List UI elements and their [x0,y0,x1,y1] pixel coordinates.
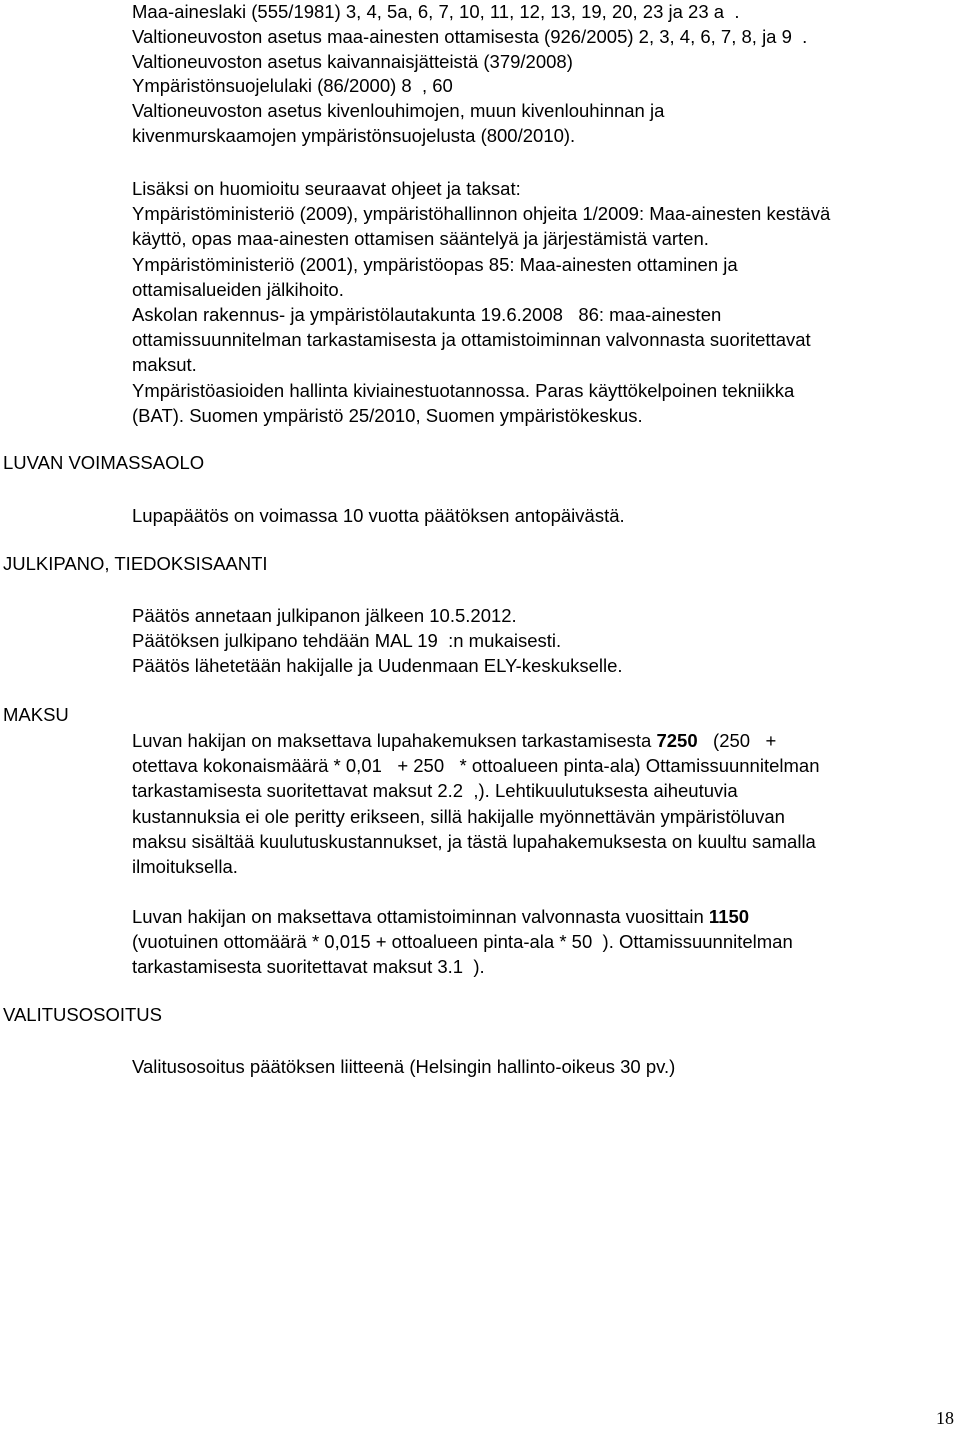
publication-section [132,603,958,679]
guidelines-line: Ympäristöministeriö (2001), ympäristöopas 85: Maa-ainesten ottaminen ja [132,253,738,275]
legal-ref-line: Valtioneuvoston asetus kaivannaisjätteistä (379/2008) [132,50,573,72]
fee-line: otettava kokonaismäärä * 0,01 + 250 * ottoalueen pinta-ala) Ottamissuunnitelman [132,755,820,777]
publication-line: Päätös annetaan julkipanon jälkeen 10.5.2012. [132,605,517,626]
guidelines-line: Ympäristöministeriö (2009), ympäristöhallinnon ohjeita 1/2009: Maa-ainesten kestävä [132,203,831,225]
fee-text: Luvan hakijan on maksettava lupahakemuksen tarkastamisesta [132,730,657,751]
fee-line [132,728,958,753]
legal-references [132,0,958,149]
guidelines-line: Lisäksi on huomioitu seuraavat ohjeet ja taksat: [132,178,521,199]
guidelines-section [132,176,958,428]
fee-amount: 1150 [708,906,750,927]
page-number: 18 [936,1408,954,1428]
fee-line: tarkastamisesta suoritettavat maksut 2.2 ,). Lehtikuulutuksesta aiheutuvia [132,780,738,802]
fee-line: tarkastamisesta suoritettavat maksut 3.1 ). [132,956,485,978]
guidelines-line: Ympäristöasioiden hallinta kiviainestuotannossa. Paras käyttökelpoinen tekniikka [132,379,795,401]
fee-line: ilmoituksella. [132,856,238,878]
fee-paragraph-2 [132,904,958,980]
appeal-heading: VALITUSOSOITUS [3,1004,162,1025]
fee-line: kustannuksia ei ole peritty erikseen, sillä hakijalle myönnettävän ympäristöluvan [132,805,785,827]
legal-ref-line: Maa-aineslaki (555/1981) 3, 4, 5a, 6, 7, 10, 11, 12, 13, 19, 20, 23 ja 23 a . [132,1,740,22]
legal-ref-line: Valtioneuvoston asetus maa-ainesten ottamisesta (926/2005) 2, 3, 4, 6, 7, 8, ja 9 . [132,25,808,47]
guidelines-line: käyttö, opas maa-ainesten ottamisen sääntelyä ja järjestämistä varten. [132,228,709,250]
fee-line: maksu sisältää kuulutuskustannukset, ja tästä lupahakemuksesta on kuultu samalla [132,830,816,852]
guidelines-line: (BAT). Suomen ympäristö 25/2010, Suomen ympäristökeskus. [132,404,643,426]
guidelines-line: ottamissuunnitelman tarkastamisesta ja ottamistoiminnan valvonnasta suoritettavat [132,329,811,351]
fee-heading: MAKSU [3,704,69,725]
guidelines-line: ottamisalueiden jälkihoito. [132,278,344,300]
fee-text: (250 + [697,730,777,751]
fee-amount: 7250 [656,730,698,751]
publication-line: Päätöksen julkipano tehdään MAL 19 :n mukaisesti. [132,630,562,652]
legal-ref-line: Valtioneuvoston asetus kivenlouhimojen, muun kivenlouhinnan ja [132,100,665,122]
fee-line [132,904,958,929]
fee-text: Luvan hakijan on maksettava ottamistoiminnan valvonnasta vuosittain [132,906,709,927]
fee-text [749,906,759,927]
validity-text: Lupapäätös on voimassa 10 vuotta päätöksen antopäivästä. [132,505,625,526]
publication-line: Päätös lähetetään hakijalle ja Uudenmaan ELY-keskukselle. [132,655,623,677]
legal-ref-line: kivenmurskaamojen ympäristönsuojelusta (800/2010). [132,124,576,146]
guidelines-line: Askolan rakennus- ja ympäristölautakunta 19.6.2008 86: maa-ainesten [132,304,722,326]
fee-line: (vuotuinen ottomäärä * 0,015 + ottoalueen pinta-ala * 50 ). Ottamissuunnitelman [132,931,793,953]
guidelines-line: maksut. [132,354,197,376]
publication-heading: JULKIPANO, TIEDOKSISAANTI [3,553,268,574]
legal-ref-line: Ympäristönsuojelulaki (86/2000) 8 , 60 [132,75,464,97]
appeal-text: Valitusosoitus päätöksen liitteenä (Helsingin hallinto-oikeus 30 pv.) [132,1056,676,1077]
fee-paragraph-1 [132,728,958,879]
validity-heading: LUVAN VOIMASSAOLO [3,452,205,473]
